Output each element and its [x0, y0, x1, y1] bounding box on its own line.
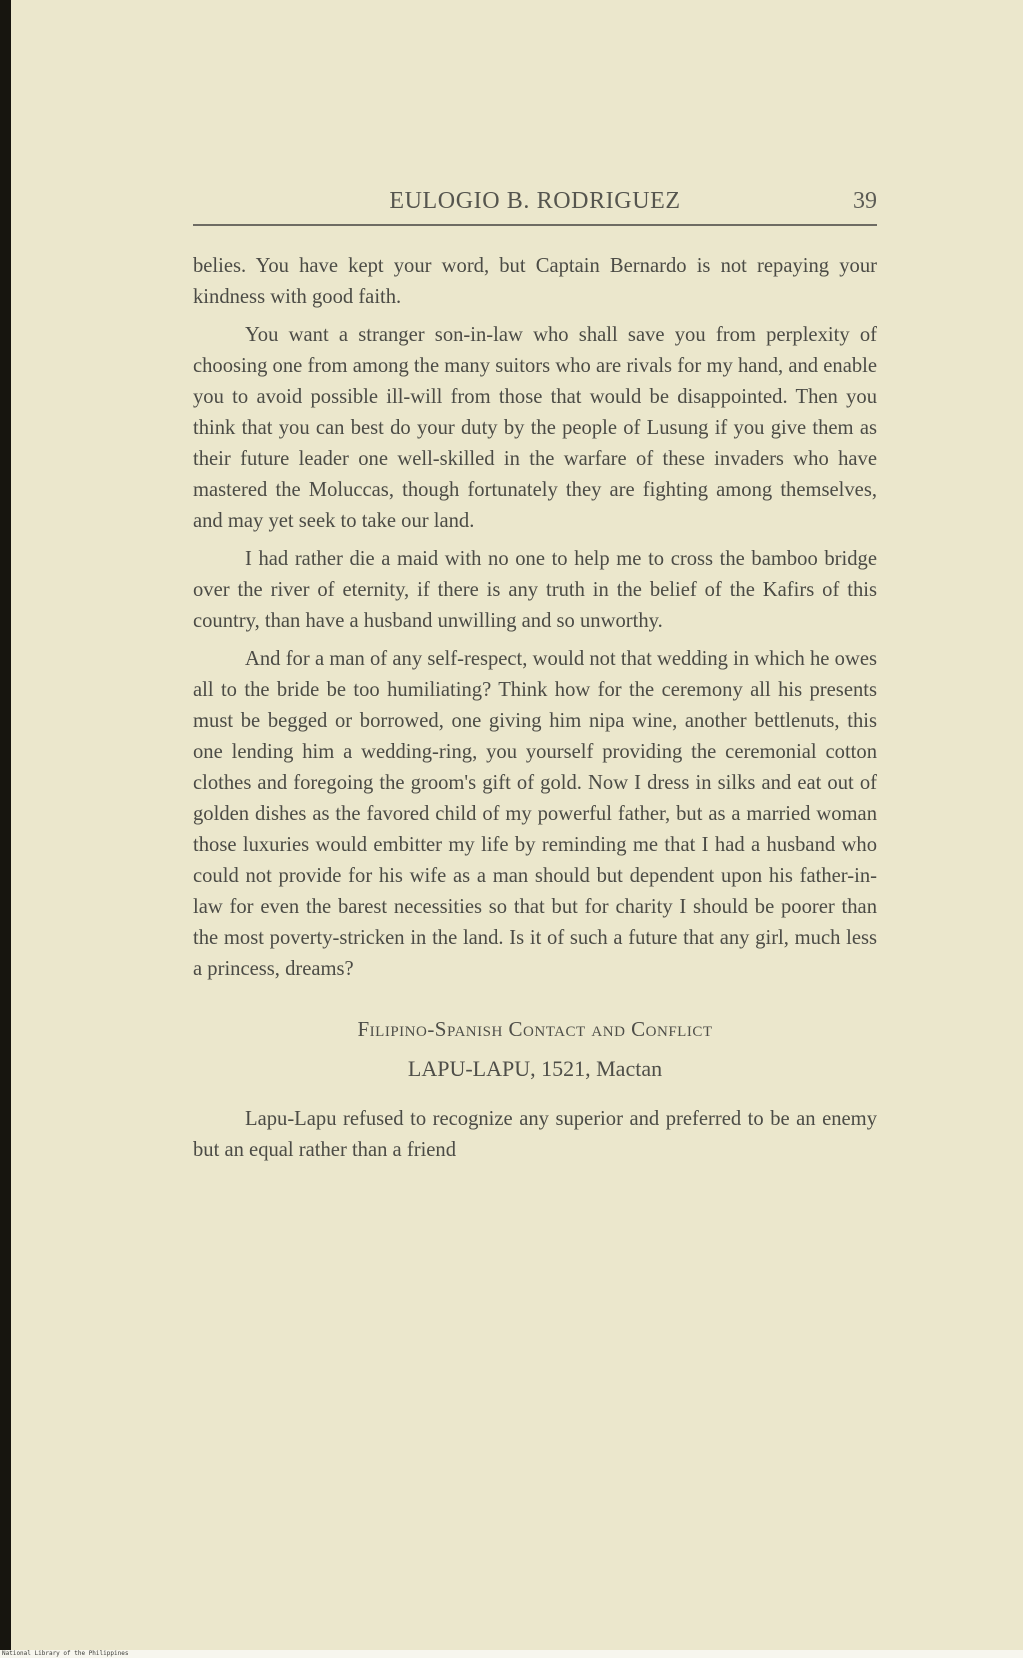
section-heading: Filipino-Spanish Contact and Conflict — [357, 1017, 713, 1041]
paragraph-continued: belies. You have kept your word, but Captain Bernardo is not repaying your kindness with good faith. — [193, 255, 877, 308]
footer-credit: National Library of the Philippines — [2, 1650, 129, 1657]
scan-page-edge — [0, 0, 11, 1658]
paragraph: And for a man of any self-respect, would not that wedding in which he owes all to the bride be too humiliating? Think how for the ceremony all his presents must be begged or borrowed, one giving him nipa wine, another bettlenuts, this one lending him a wedding-ring, you yourself providing the ceremonial cotton clothes and foregoing the groom's gift of gold. Now I dress in silks and eat out of golden dishes as the favored child of my powerful father, but as a married woman those luxuries would embitter my life by reminding me that I had a husband who could not provide for his wife as a man should but dependent upon his father-in-law for even the barest necessities so that but for charity I should be poorer than the most poverty-stricken in the land. Is it of such a future that any girl, much less a princess, dreams? — [193, 648, 877, 980]
section-lead-paragraph: Lapu-Lapu refused to recognize any superior and preferred to be an enemy but an equal rather than a friend — [193, 1108, 877, 1161]
page-header — [193, 188, 877, 224]
header-rule — [193, 224, 877, 226]
body-text — [193, 251, 877, 1166]
running-title: EULOGIO B. RODRIGUEZ — [389, 188, 681, 214]
scan-bottom-strip — [0, 1650, 1023, 1658]
book-page — [193, 188, 877, 1166]
paragraph: I had rather die a maid with no one to help me to cross the bamboo bridge over the river of eternity, if there is any truth in the belief of the Kafirs of this country, than have a husband unwilling and so unworthy. — [193, 548, 877, 632]
section-subheading: LAPU-LAPU, 1521, Mactan — [407, 1056, 663, 1081]
page-number: 39 — [853, 188, 877, 214]
paragraph: You want a stranger son-in-law who shall save you from perplexity of choosing one from among the many suitors who are rivals for my hand, and enable you to avoid possible ill-will from those that would be disappointed. Then you think that you can best do your duty by the people of Lusung if you give them as their future leader one well-skilled in the warfare of these invaders who have mastered the Moluccas, though fortunately they are fighting among themselves, and may yet seek to take our land. — [193, 324, 877, 532]
